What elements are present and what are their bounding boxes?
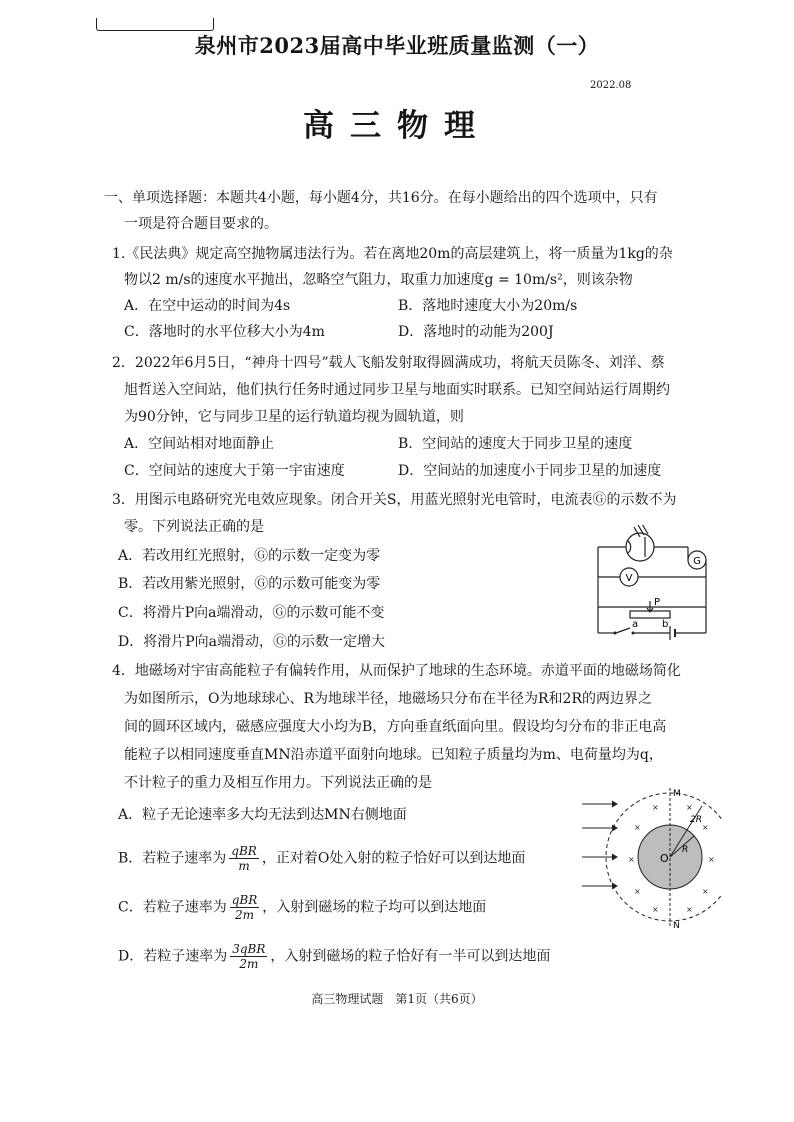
label-r: R (682, 845, 689, 855)
exam-date: 2022.08 (590, 80, 632, 91)
label-a: a (632, 619, 639, 630)
q2-option-a: A．空间站相对地面静止 (124, 436, 275, 452)
subject-heading: 高三物理 (303, 108, 491, 144)
q3-option-c: C．将滑片P向a端滑动，Ⓖ的示数可能不变 (118, 605, 385, 621)
svg-text:×: × (708, 855, 715, 864)
exam-title: 泉州市2023届高中毕业班质量监测（一） (194, 33, 600, 58)
svg-text:×: × (686, 803, 693, 812)
svg-text:×: × (652, 905, 659, 914)
q2-option-b: B．空间站的速度大于同步卫星的速度 (398, 436, 633, 452)
section-heading-line1: 一、单项选择题：本题共4小题，每小题4分，共16分。在每小题给出的四个选项中，只有 (104, 190, 658, 206)
q3-stem-line1: 3．用图示电路研究光电效应现象。闭合开关S，用蓝光照射光电管时，电流表Ⓖ的示数不为 (112, 492, 677, 508)
section-heading-line2: 一项是符合题目要求的。 (124, 216, 278, 232)
svg-text:×: × (634, 887, 641, 896)
magnetic-field-diagram (582, 782, 722, 932)
svg-text:×: × (702, 823, 709, 832)
q4-b-fraction: $\frac{\text{qBR}}{m}$ (231, 844, 257, 873)
q3-stem-line2: 零。下列说法正确的是 (124, 519, 264, 535)
q4-c-fraction: $\frac{\text{qBR}}{2m}$ (231, 893, 258, 922)
q2-stem-line3: 为90分钟，它与同步卫星的运行轨道均视为圆轨道，则 (124, 409, 464, 425)
label-v: V (625, 573, 633, 584)
q4-option-b: B．若粒子速率为 $\frac{\text{qBR}}{m}$ ，正对着O处入射的粒子恰好可以到达地面 (118, 844, 526, 873)
label-2r: 2R (690, 815, 702, 825)
q4-option-c: C．若粒子速率为 $\frac{\text{qBR}}{2m}$ ，入射到磁场的粒子均可以到达地面 (118, 893, 487, 922)
label-o: O (660, 852, 669, 865)
q4-d-fraction: $\frac{\text{3qBR}}{2m}$ (232, 942, 266, 971)
page-footer: 高三物理试题 第1页（共6页） (311, 992, 483, 1006)
q4-stem-line2: 为如图所示，O为地球球心、R为地球半径，地磁场只分布在半径为R和2R的两边界之 (124, 691, 653, 707)
photoelectric-circuit-diagram (590, 525, 720, 650)
q3-option-b: B．若改用紫光照射，Ⓖ的示数可能变为零 (118, 576, 381, 592)
q4-option-d: D．若粒子速率为 $\frac{\text{3qBR}}{2m}$ ，入射到磁场的粒子恰好有一半可以到达地面 (118, 942, 551, 971)
q1-option-c: C．落地时的水平位移大小为4m (124, 324, 325, 340)
label-m: M (673, 789, 681, 799)
q1-option-a: A．在空中运动的时间为4s (124, 298, 291, 314)
label-p: P (654, 597, 661, 608)
q4-stem-line5: 不计粒子的重力及相互作用力。下列说法正确的是 (124, 775, 432, 791)
q2-stem-line1: 2．2022年6月5日，“神舟十四号”载人飞船发射取得圆满成功，将航天员陈冬、刘洋、蔡 (112, 355, 665, 371)
q1-option-b: B．落地时速度大小为20m/s (398, 298, 578, 314)
q3-option-d: D．将滑片P向a端滑动，Ⓖ的示数一定增大 (118, 634, 385, 650)
q1-stem-line2: 物以2 m/s的速度水平抛出，忽略空气阻力，取重力加速度g = 10m/s²，则该杂物 (124, 272, 633, 288)
svg-text:×: × (628, 855, 635, 864)
svg-text:×: × (652, 803, 659, 812)
label-n: N (673, 921, 680, 931)
q4-stem-line3: 间的圆环区域内，磁感应强度大小均为B，方向垂直纸面向里。假设均匀分布的非正电高 (124, 719, 667, 735)
q3-option-a: A．若改用红光照射，Ⓖ的示数一定变为零 (118, 548, 381, 564)
switch-s-icon (616, 628, 630, 633)
svg-text:×: × (686, 905, 693, 914)
svg-text:×: × (634, 823, 641, 832)
q2-stem-line2: 旭哲送入空间站，他们执行任务时通过同步卫星与地面实时联系。已知空间站运行周期约 (124, 382, 670, 398)
q1-option-d: D．落地时的动能为200J (398, 324, 554, 340)
q4-stem-line1: 4．地磁场对宇宙高能粒子有偏转作用，从而保护了地球的生态环境。赤道平面的地磁场简化 (112, 663, 681, 679)
q4-stem-line4: 能粒子以相同速度垂直MN沿赤道平面射向地球。已知粒子质量均为m、电荷量均为q， (124, 747, 663, 763)
q2-option-d: D．空间站的加速度小于同步卫星的加速度 (398, 463, 662, 479)
q1-stem-line1: 1.《民法典》规定高空抛物属违法行为。若在离地20m的高层建筑上，将一质量为1kg的杂 (112, 246, 673, 262)
svg-text:×: × (702, 887, 709, 896)
q4-option-a: A．粒子无论速率多大均无法到达MN右侧地面 (118, 807, 407, 823)
label-b: b (662, 619, 669, 630)
q2-option-c: C．空间站的速度大于第一宇宙速度 (124, 463, 345, 479)
label-g: G (693, 556, 701, 567)
